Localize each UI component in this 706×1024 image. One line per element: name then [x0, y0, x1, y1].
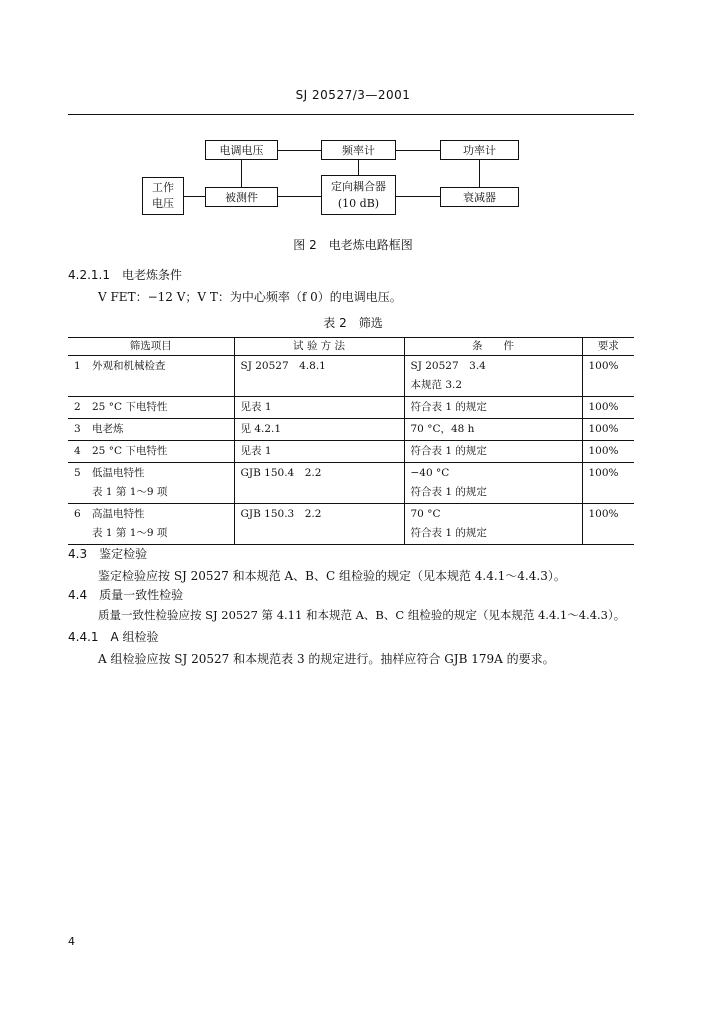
wire-coupler-to-attenuator [396, 196, 440, 197]
table-row [68, 356, 634, 397]
section-43-title: 4.3 鉴定检验 [68, 547, 148, 561]
cell-condition: SJ 20527 3.4 本规范 3.2 [404, 356, 582, 397]
cell-item: 1 外观和机械检查 [68, 356, 234, 397]
cell-method: GJB 150.4 2.2 [234, 463, 404, 504]
cell-requirement: 100% [582, 504, 634, 545]
box-dut: 被测件 [205, 187, 278, 207]
box-directional-coupler: 定向耦合器 (10 dB) [321, 175, 396, 215]
section-43-text: 鉴定检验应按 SJ 20527 和本规范 A、B、C 组检验的规定（见本规范 4.4.1～4.4.3）。 [98, 569, 566, 583]
box-frequency-meter: 频率计 [321, 140, 396, 160]
cell-condition: 符合表 1 的规定 [404, 441, 582, 463]
cell-item: 3 电老炼 [68, 419, 234, 441]
table-row [68, 397, 634, 419]
cell-requirement: 100% [582, 419, 634, 441]
wire-tuning-to-freq [278, 150, 321, 151]
cell-item: 5 低温电特性 表 1 第 1～9 项 [68, 463, 234, 504]
table-row [68, 441, 634, 463]
table-header-row [68, 338, 634, 356]
box-working-voltage: 工作 电压 [142, 177, 184, 215]
cell-method: 见表 1 [234, 397, 404, 419]
cell-requirement: 100% [582, 463, 634, 504]
cell-requirement: 100% [582, 356, 634, 397]
box-power-meter: 功率计 [440, 140, 519, 160]
table-row [68, 504, 634, 545]
cell-method: SJ 20527 4.8.1 [234, 356, 404, 397]
document-code-header: SJ 20527/3—2001 [295, 88, 411, 102]
wire-dut-to-coupler [278, 196, 321, 197]
cell-method: 见 4.2.1 [234, 419, 404, 441]
cell-requirement: 100% [582, 441, 634, 463]
cell-method: 见表 1 [234, 441, 404, 463]
col-header-condition: 条 件 [404, 338, 582, 356]
col-header-requirement: 要求 [582, 338, 634, 356]
cell-item: 6 高温电特性 表 1 第 1～9 项 [68, 504, 234, 545]
cell-condition: −40 °C 符合表 1 的规定 [404, 463, 582, 504]
cell-condition: 符合表 1 的规定 [404, 397, 582, 419]
screening-table [68, 337, 634, 545]
table-row [68, 463, 634, 504]
col-header-item: 筛选项目 [68, 338, 234, 356]
wire-voltage-to-dut [184, 196, 205, 197]
section-441-text: A 组检验应按 SJ 20527 和本规范表 3 的规定进行。抽样应符合 GJB 179A 的要求。 [98, 652, 555, 666]
page-number: 4 [68, 935, 75, 948]
col-header-method: 试 验 方 法 [234, 338, 404, 356]
wire-power-to-attenuator [479, 160, 480, 187]
cell-item: 2 25 °C 下电特性 [68, 397, 234, 419]
table-row [68, 419, 634, 441]
box-attenuator: 衰减器 [440, 187, 519, 207]
table-title: 表 2 筛选 [323, 316, 383, 330]
wire-tuning-to-dut [241, 160, 242, 187]
wire-freq-to-coupler [358, 160, 359, 175]
figure-caption: 图 2 电老炼电路框图 [293, 238, 413, 252]
section-4211-title: 4.2.1.1 电老炼条件 [68, 268, 182, 282]
wire-freq-to-power [396, 150, 440, 151]
cell-item: 4 25 °C 下电特性 [68, 441, 234, 463]
section-4211-text: V FET：−12 V；V T：为中心频率（f 0）的电调电压。 [98, 290, 402, 304]
cell-requirement: 100% [582, 397, 634, 419]
section-44-text: 质量一致性检验应按 SJ 20527 第 4.11 和本规范 A、B、C 组检验的规定（见本规范 4.4.1～4.4.3）。 [98, 608, 626, 622]
section-441-title: 4.4.1 A 组检验 [68, 630, 159, 644]
section-44-title: 4.4 质量一致性检验 [68, 588, 184, 602]
cell-condition: 70 °C 符合表 1 的规定 [404, 504, 582, 545]
cell-method: GJB 150.3 2.2 [234, 504, 404, 545]
header-rule [68, 114, 634, 115]
box-tuning-voltage: 电调电压 [205, 140, 278, 160]
cell-condition: 70 °C，48 h [404, 419, 582, 441]
